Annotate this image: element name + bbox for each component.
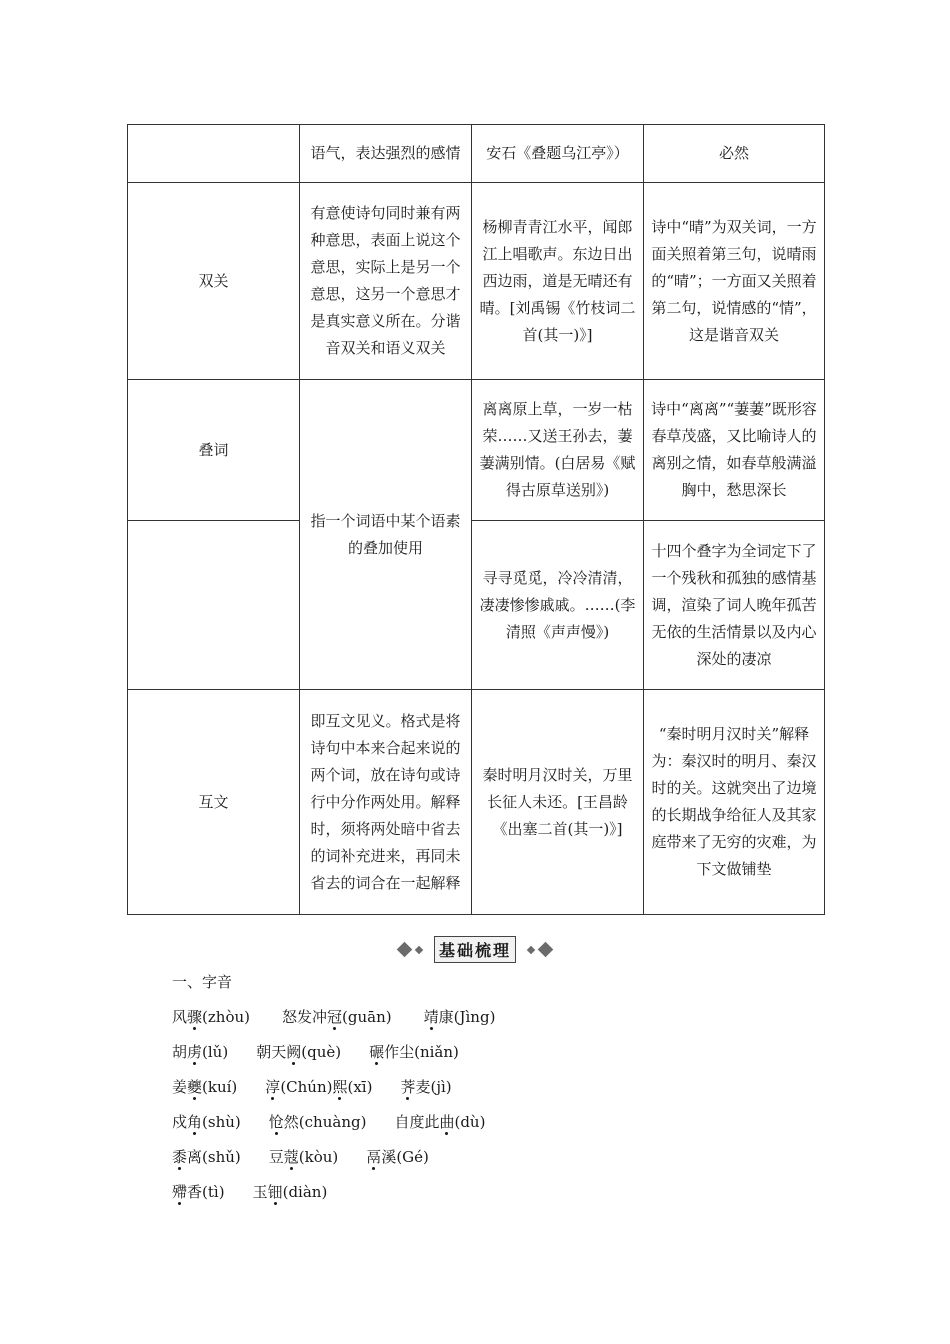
pinyin: (chuàng) xyxy=(298,1113,367,1131)
pinyin: (jì) xyxy=(430,1078,452,1096)
marked-character: 黍 xyxy=(172,1148,188,1166)
section-header xyxy=(0,936,950,963)
example-cell: 杨柳青青江水平，闻郎江上唱歌声。东边日出西边雨，道是无晴还有晴。[刘禹锡《竹枝词二首(其一)》] xyxy=(472,183,644,380)
diamond-ornament-icon xyxy=(538,942,554,958)
pinyin: (tì) xyxy=(202,1183,225,1201)
word-text: 然 xyxy=(283,1113,299,1131)
analysis-cell: 诗中“晴”为双关词，一方面关照着第三句，说晴雨的“晴”；一方面又关照着第二句，说情感的“情”，这是谐音双关 xyxy=(644,183,825,380)
marked-character: 碾 xyxy=(369,1043,385,1061)
example-cell: 寻寻觅觅，冷冷清清，凄凄惨惨戚戚。……(李清照《声声慢》) xyxy=(472,521,644,690)
pronunciation-row xyxy=(172,1035,527,1070)
pronunciation-list xyxy=(172,965,527,1210)
table-row xyxy=(128,380,825,521)
example-cell: 离离原上草，一岁一枯荣……又送王孙去，萋萋满别情。(白居易《赋得古原草送别》) xyxy=(472,380,644,521)
definition-cell: 即互文见义。格式是将诗句中本来合起来说的两个词，放在诗句或诗行中分作两处用。解释时，须将两处暗中省去的词补充进来，再同未省去的词合在一起解释 xyxy=(300,690,472,915)
table-row xyxy=(128,521,825,690)
term-cell: 双关 xyxy=(128,183,300,380)
pinyin: (xī) xyxy=(347,1078,373,1096)
marked-character: 殢 xyxy=(172,1183,188,1201)
pinyin: (niǎn) xyxy=(414,1043,459,1061)
analysis-cell: “秦时明月汉时关”解释为：秦汉时的明月、秦汉时的关。这就突出了边境的长期战争给征人及其家庭带来了无穷的灾难，为下文做铺垫 xyxy=(644,690,825,915)
marked-character: 曲 xyxy=(439,1113,455,1131)
word-text: 胡 xyxy=(172,1043,188,1061)
marked-character: 骤 xyxy=(187,1008,203,1026)
word-text: 离 xyxy=(187,1148,203,1166)
pinyin: (kòu) xyxy=(298,1148,339,1166)
word-text: 玉 xyxy=(252,1183,268,1201)
table-row xyxy=(128,125,825,183)
example-cell: 秦时明月汉时关，万里长征人未还。[王昌龄《出塞二首(其一)》] xyxy=(472,690,644,915)
term-cell: 叠词 xyxy=(128,380,300,521)
marked-character: 夔 xyxy=(187,1078,203,1096)
analysis-cell: 十四个叠字为全词定下了一个残秋和孤独的感情基调，渲染了词人晚年孤苦无依的生活情景以及内心深处的凄凉 xyxy=(644,521,825,690)
marked-character: 角 xyxy=(187,1113,203,1131)
pinyin: (shù) xyxy=(202,1113,241,1131)
pinyin: (lǔ) xyxy=(202,1043,229,1061)
pronunciation-row xyxy=(172,1000,527,1035)
subheading: 一、字音 xyxy=(172,973,233,991)
pinyin: (kuí) xyxy=(202,1078,238,1096)
pronunciation-item xyxy=(400,1070,451,1105)
pronunciation-item xyxy=(172,1175,225,1210)
pinyin: (diàn) xyxy=(282,1183,328,1201)
marked-character: 淳 xyxy=(265,1078,281,1096)
pinyin: (dù) xyxy=(454,1113,486,1131)
definition-cell: 有意使诗句同时兼有两种意思，表面上说这个意思，实际上是另一个意思，这另一个意思才是真实意义所在。分谐音双关和语义双关 xyxy=(300,183,472,380)
pronunciation-row xyxy=(172,1140,527,1175)
rhetoric-table xyxy=(127,124,825,915)
pinyin: (Jìng) xyxy=(453,1008,496,1026)
pronunciation-item xyxy=(269,1105,367,1140)
pinyin: (guān) xyxy=(342,1008,392,1026)
word-text: 姜 xyxy=(172,1078,188,1096)
pronunciation-item xyxy=(265,1070,372,1105)
marked-character: 鬲 xyxy=(366,1148,382,1166)
word-text: 戍 xyxy=(172,1113,188,1131)
word-text: 朝天 xyxy=(256,1043,287,1061)
pronunciation-item xyxy=(172,1140,241,1175)
marked-character: 靖 xyxy=(423,1008,439,1026)
table-row xyxy=(128,690,825,915)
pronunciation-item xyxy=(172,1035,228,1070)
pronunciation-item xyxy=(424,1000,496,1035)
marked-character: 蔻 xyxy=(283,1148,299,1166)
word-text: 自度此 xyxy=(394,1113,440,1131)
word-text: 豆 xyxy=(268,1148,284,1166)
word-text: 溪 xyxy=(381,1148,397,1166)
diamond-ornament-icon xyxy=(527,945,535,953)
pronunciation-item xyxy=(172,1105,241,1140)
diamond-ornament-icon xyxy=(397,942,413,958)
pinyin: (Chún) xyxy=(280,1078,333,1096)
term-cell xyxy=(128,125,300,183)
marked-character: 熙 xyxy=(332,1078,348,1096)
word-text: 麦 xyxy=(415,1078,431,1096)
example-cell: 安石《叠题乌江亭》） xyxy=(472,125,644,183)
pronunciation-row xyxy=(172,1105,527,1140)
marked-character: 钿 xyxy=(267,1183,283,1201)
pronunciation-item xyxy=(369,1035,459,1070)
analysis-cell: 诗中“离离”“萋萋”既形容春草茂盛，又比喻诗人的离别之情，如春草般满溢胸中，愁思深长 xyxy=(644,380,825,521)
marked-character: 冠 xyxy=(327,1008,343,1026)
pronunciation-item xyxy=(269,1140,339,1175)
marked-character: 怆 xyxy=(268,1113,284,1131)
diamond-ornament-icon xyxy=(415,945,423,953)
analysis-cell: 必然 xyxy=(644,125,825,183)
term-cell: 互文 xyxy=(128,690,300,915)
pronunciation-item xyxy=(253,1175,328,1210)
pronunciation-item xyxy=(366,1140,429,1175)
definition-cell: 指一个词语中某个语素的叠加使用 xyxy=(300,380,472,690)
pronunciation-item xyxy=(282,1000,392,1035)
definition-cell: 语气，表达强烈的感情 xyxy=(300,125,472,183)
word-text: 康 xyxy=(438,1008,454,1026)
section-title: 基础梳理 xyxy=(434,936,516,963)
term-cell xyxy=(128,521,300,690)
marked-character: 荠 xyxy=(400,1078,416,1096)
marked-character: 虏 xyxy=(187,1043,203,1061)
pronunciation-item xyxy=(394,1105,485,1140)
pronunciation-item xyxy=(172,1000,250,1035)
pronunciation-row xyxy=(172,1070,527,1105)
pronunciation-item xyxy=(256,1035,341,1070)
word-text: 风 xyxy=(172,1008,188,1026)
word-text: 怒发冲 xyxy=(282,1008,328,1026)
pinyin: (què) xyxy=(301,1043,342,1061)
pronunciation-row xyxy=(172,1175,527,1210)
pinyin: (Gé) xyxy=(396,1148,429,1166)
marked-character: 阙 xyxy=(286,1043,302,1061)
pronunciation-item xyxy=(172,1070,237,1105)
word-text: 香 xyxy=(187,1183,203,1201)
pinyin: (zhòu) xyxy=(202,1008,250,1026)
table-row xyxy=(128,183,825,380)
pinyin: (shǔ) xyxy=(202,1148,241,1166)
word-text: 作尘 xyxy=(384,1043,415,1061)
